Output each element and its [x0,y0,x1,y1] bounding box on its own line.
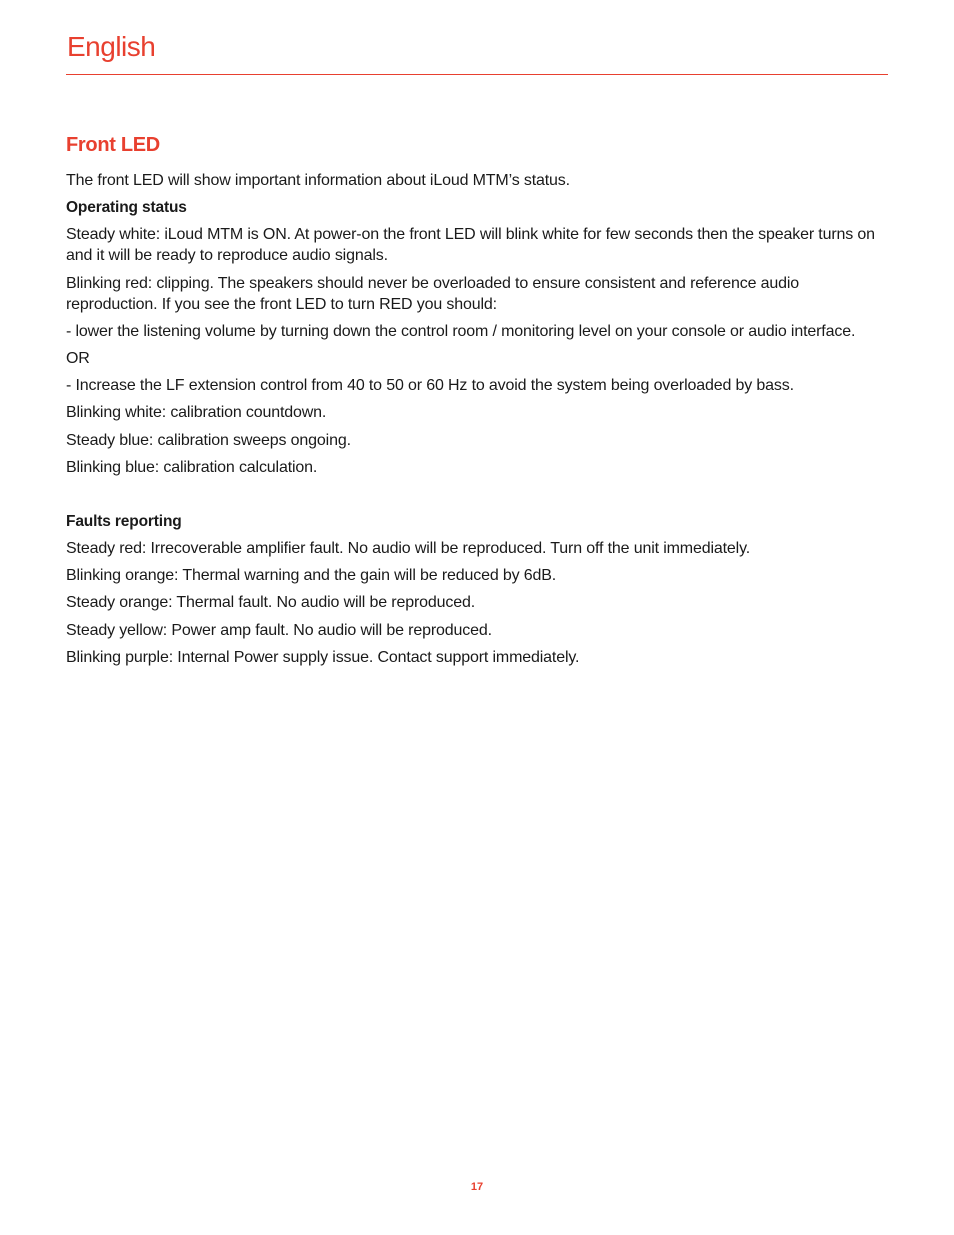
document-body [66,133,876,674]
language-title: English [67,31,156,62]
operating-item: - lower the listening volume by turning down the control room / monitoring level on your console or audio interface. [66,322,856,340]
operating-status-heading: Operating status [66,199,187,217]
operating-item: Steady white: iLoud MTM is ON. At power-on the front LED will blink white for few seconds then the speaker turns on and it will be ready to reproduce audio signals. [66,226,875,265]
section-title: Front LED [66,134,160,156]
operating-item: Blinking white: calibration countdown. [66,404,327,422]
operating-item: Steady blue: calibration sweeps ongoing. [66,431,351,449]
operating-item: OR [66,349,90,367]
fault-item: Steady red: Irrecoverable amplifier fault. No audio will be reproduced. Turn off the unit immediately. [66,540,751,558]
fault-item: Blinking purple: Internal Power supply issue. Contact support immediately. [66,648,580,666]
intro-paragraph: The front LED will show important information about iLoud MTM’s status. [66,172,570,189]
section-spacer [66,484,876,511]
operating-item: Blinking red: clipping. The speakers should never be overloaded to ensure consistent and reference audio reproduction. If you see the front LED to turn RED you should: [66,274,800,313]
operating-item: - Increase the LF extension control from 40 to 50 or 60 Hz to avoid the system being overloaded by bass. [66,377,794,395]
page-header [66,30,888,75]
fault-item: Steady orange: Thermal fault. No audio will be reproduced. [66,594,476,612]
page-number: 17 [470,1181,484,1193]
fault-item: Steady yellow: Power amp fault. No audio will be reproduced. [66,621,492,639]
operating-item: Blinking blue: calibration calculation. [66,458,318,476]
faults-reporting-heading: Faults reporting [66,512,182,530]
fault-item: Blinking orange: Thermal warning and the gain will be reduced by 6dB. [66,567,557,585]
